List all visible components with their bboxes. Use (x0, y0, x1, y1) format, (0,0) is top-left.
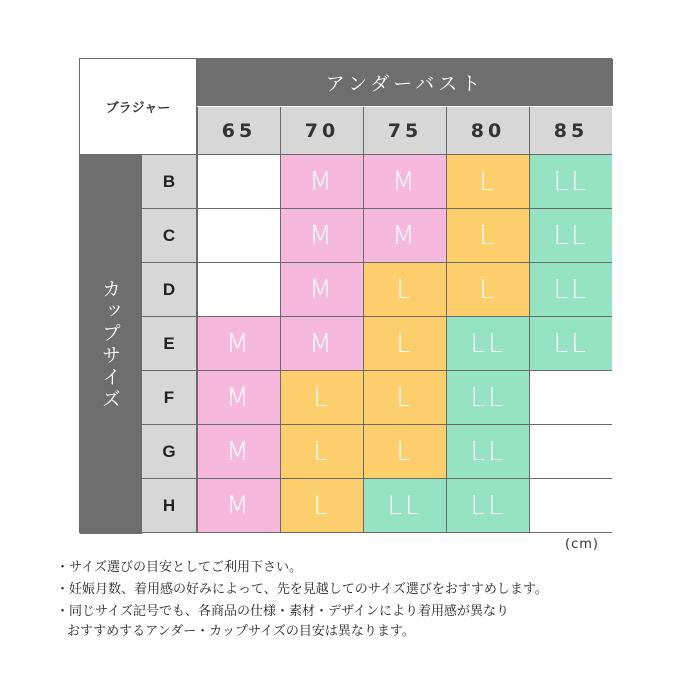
cup-header-E: E (142, 317, 197, 371)
size-cell-D-75: L (363, 263, 446, 317)
note-3: ・同じサイズ記号でも、各商品の仕様・素材・デザインにより着用感が異なり (56, 604, 510, 619)
size-cell-H-65: M (197, 479, 280, 533)
size-cell-H-75: LL (363, 479, 446, 533)
size-cell-E-70: M (280, 317, 363, 371)
size-cell-G-70: L (280, 425, 363, 479)
note-3-continued: おすすめするアンダー・カップサイズの目安は異なります。 (67, 624, 415, 639)
size-cell-H-70: L (280, 479, 363, 533)
under-size-header-75: 75 (363, 107, 446, 155)
cup-header-G: G (142, 425, 197, 479)
cup-header-F: F (142, 371, 197, 425)
size-cell-C-75: M (363, 209, 446, 263)
size-cell-C-80: L (446, 209, 529, 263)
size-cell-G-75: L (363, 425, 446, 479)
under-size-header-65: 65 (197, 107, 280, 155)
size-cell-E-65: M (197, 317, 280, 371)
notes-section (56, 558, 696, 642)
size-cell-B-80: L (446, 155, 529, 209)
size-cell-G-85 (529, 425, 612, 479)
size-cell-E-75: L (363, 317, 446, 371)
cup-header-H: H (142, 479, 197, 533)
size-cell-H-80: LL (446, 479, 529, 533)
size-cell-D-85: LL (529, 263, 612, 317)
corner-label: ブラジャー (80, 59, 197, 155)
size-cell-F-85 (529, 371, 612, 425)
size-cell-E-85: LL (529, 317, 612, 371)
unit-label: (cm) (565, 537, 599, 552)
size-cell-B-85: LL (529, 155, 612, 209)
under-size-header-80: 80 (446, 107, 529, 155)
size-cell-F-70: L (280, 371, 363, 425)
size-cell-F-80: LL (446, 371, 529, 425)
size-cell-E-80: LL (446, 317, 529, 371)
cup-size-header: カップサイズ (80, 155, 142, 534)
note-2: ・妊娠月数、着用感の好みによって、先を見越してのサイズ選びをおすすめします。 (56, 582, 548, 597)
size-cell-F-75: L (363, 371, 446, 425)
size-cell-B-70: M (280, 155, 363, 209)
size-cell-B-75: M (363, 155, 446, 209)
cup-header-D: D (142, 263, 197, 317)
note-1: ・サイズ選びの目安としてご利用下さい。 (56, 560, 302, 575)
under-size-header-85: 85 (529, 107, 612, 155)
size-cell-D-65 (197, 263, 280, 317)
size-cell-G-80: LL (446, 425, 529, 479)
size-cell-D-80: L (446, 263, 529, 317)
size-cell-H-85 (529, 479, 612, 533)
under-bust-header: アンダーバスト (197, 59, 613, 107)
cup-header-B: B (142, 155, 197, 209)
size-cell-G-65: M (197, 425, 280, 479)
size-cell-F-65: M (197, 371, 280, 425)
size-cell-D-70: M (280, 263, 363, 317)
size-cell-C-85: LL (529, 209, 612, 263)
size-cell-C-70: M (280, 209, 363, 263)
size-chart-table (79, 58, 612, 533)
under-size-header-70: 70 (280, 107, 363, 155)
cup-header-C: C (142, 209, 197, 263)
size-cell-C-65 (197, 209, 280, 263)
size-cell-B-65 (197, 155, 280, 209)
